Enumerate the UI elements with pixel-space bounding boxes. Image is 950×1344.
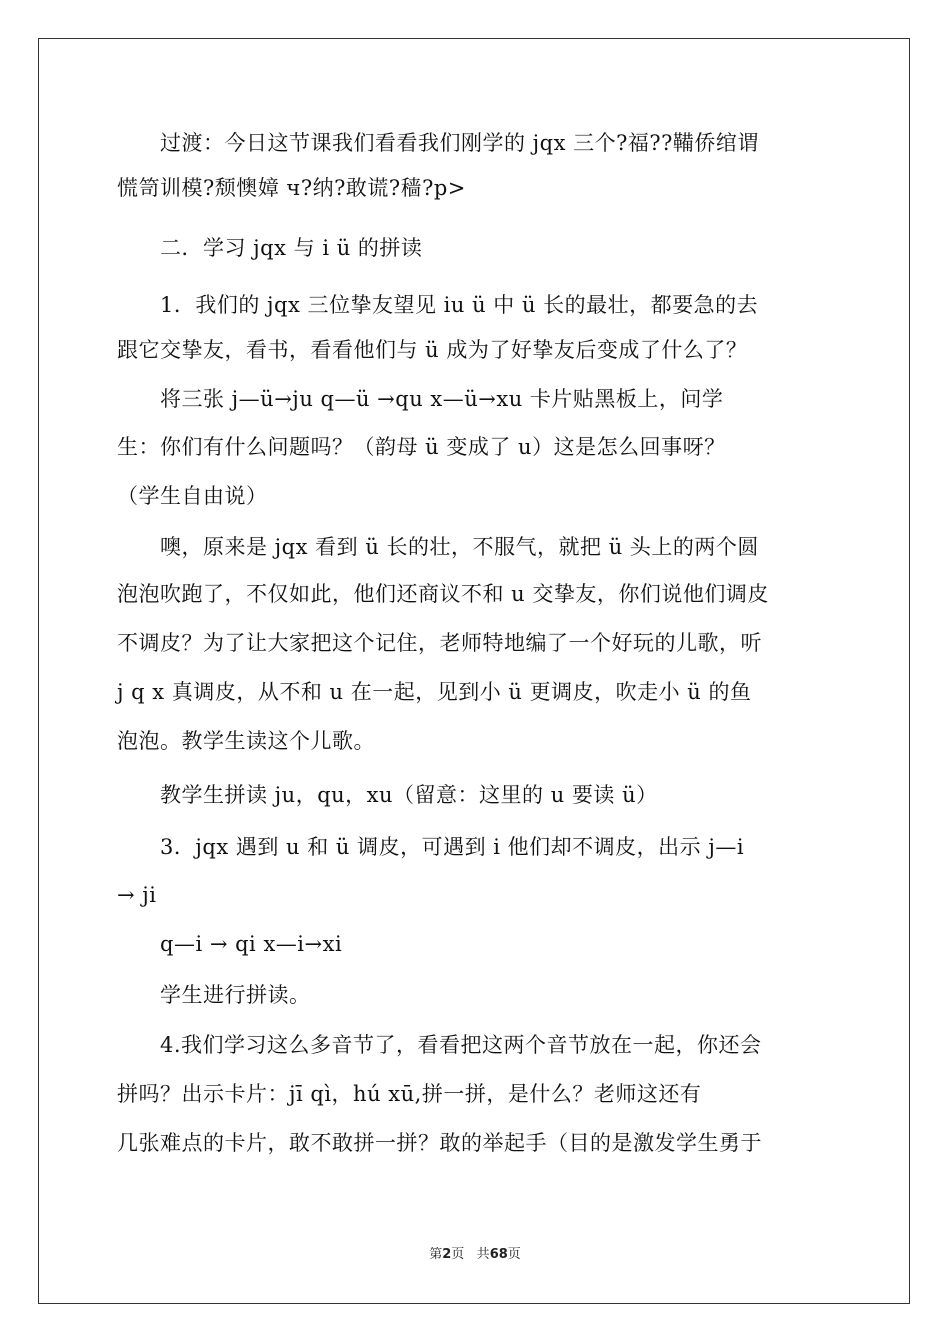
text-line: 跟它交挚友，看书，看看他们与 ü 成为了好挚友后变成了什么了？ xyxy=(117,338,748,362)
footer-prefix: 第 xyxy=(429,1247,443,1262)
footer-total-prefix: 共 xyxy=(476,1247,490,1262)
text-line: 教学生拼读 ju，qu，xu（留意：这里的 u 要读 ü） xyxy=(117,783,658,807)
text-line: 不调皮？为了让大家把这个记住，老师特地编了一个好玩的儿歌，听 xyxy=(117,631,762,655)
page-number: 2 xyxy=(442,1247,452,1262)
text-line: 拼吗？出示卡片：jī qì，hú xū,拼一拼，是什么？老师这还有 xyxy=(117,1082,702,1106)
text-line: 将三张 j—ü→ju q—ü →qu x—ü→xu 卡片贴黑板上，问学 xyxy=(117,387,724,411)
text-line: 几张难点的卡片，敢不敢拼一拼？敢的举起手（目的是激发学生勇于 xyxy=(117,1131,762,1155)
page-footer xyxy=(0,1243,950,1262)
total-pages: 68 xyxy=(489,1247,508,1262)
text-line: q—i → qi x—i→xi xyxy=(117,932,343,956)
text-line: 泡泡吹跑了，不仅如此，他们还商议不和 u 交挚友，你们说他们调皮 xyxy=(117,582,769,606)
text-line: 4.我们学习这么多音节了，看看把这两个音节放在一起，你还会 xyxy=(117,1033,762,1057)
footer-total-suffix: 页 xyxy=(507,1247,521,1262)
text-line: → ji xyxy=(117,883,157,907)
footer-page-suffix: 页 xyxy=(451,1247,465,1262)
text-line: j q x 真调皮，从不和 u 在一起，见到小 ü 更调皮，吹走小 ü 的鱼 xyxy=(117,680,752,704)
text-line: 噢，原来是 jqx 看到 ü 长的壮，不服气，就把 ü 头上的两个圆 xyxy=(117,535,759,559)
text-line: 泡泡。教学生读这个儿歌。 xyxy=(117,729,375,753)
text-line: 生：你们有什么问题吗？（韵母 ü 变成了 u）这是怎么回事呀？ xyxy=(117,435,726,459)
page-border xyxy=(38,38,910,1304)
text-line: 过渡：今日这节课我们看看我们刚学的 jqx 三个?福??鞴侨绾谓 xyxy=(117,131,759,155)
text-line: （学生自由说） xyxy=(117,484,268,508)
text-line: 学生进行拼读。 xyxy=(117,983,311,1007)
section-heading: 二．学习 jqx 与 i ü 的拼读 xyxy=(117,236,423,260)
text-line: 1．我们的 jqx 三位挚友望见 iu ü 中 ü 长的最壮，都要急的去 xyxy=(117,293,759,317)
text-line: 3．jqx 遇到 u 和 ü 调皮，可遇到 i 他们却不调皮，出示 j—i xyxy=(117,835,745,859)
text-line: 慌笥训模?颓懊嫜 ч?纳?敢谎?穑?p> xyxy=(117,176,466,200)
